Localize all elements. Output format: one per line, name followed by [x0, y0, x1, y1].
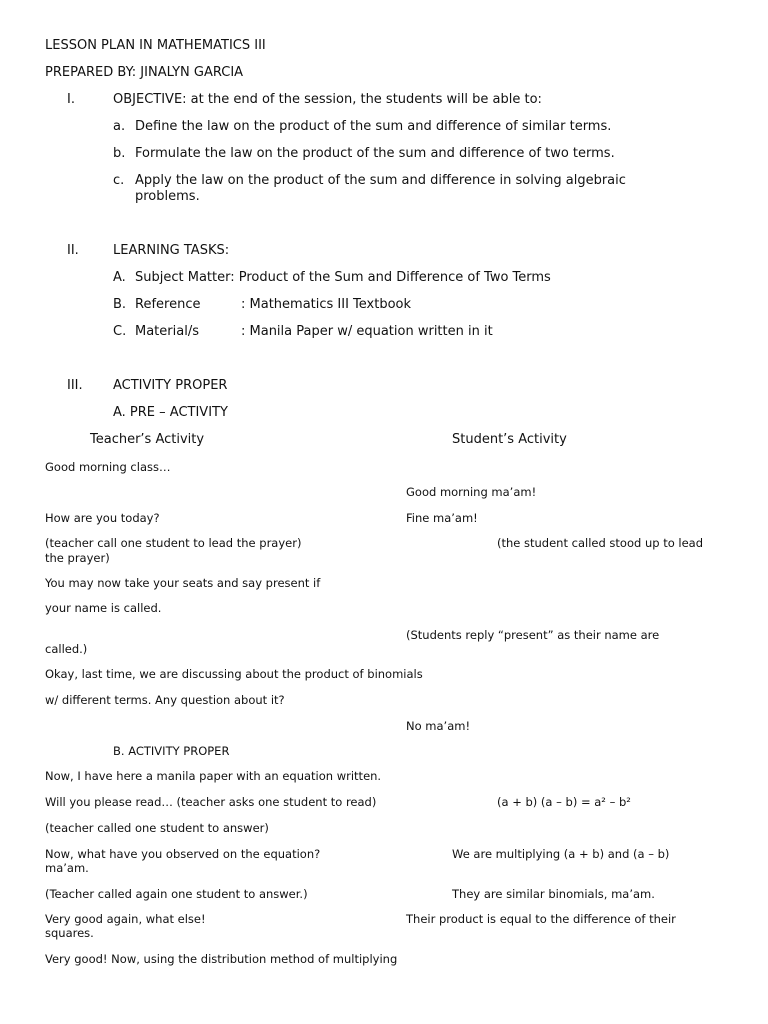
objective-marker-a: a.	[113, 119, 126, 134]
student-line: (the student called stood up to lead	[497, 536, 704, 550]
activity-proper-heading: ACTIVITY PROPER	[113, 378, 228, 393]
teacher-line: How are you today?	[45, 511, 160, 525]
teacher-line: (teacher called one student to answer)	[45, 821, 269, 835]
material-value: : Manila Paper w/ equation written in it	[241, 324, 493, 339]
teacher-line: w/ different terms. Any question about it?	[45, 693, 285, 707]
objective-item-b: Formulate the law on the product of the sum and difference of two terms.	[135, 146, 615, 161]
student-line: (Students reply “present” as their name are	[406, 628, 660, 642]
teacher-line: your name is called.	[45, 601, 162, 615]
teacher-line: Will you please read… (teacher asks one student to read)	[45, 795, 377, 809]
section-numeral-3: III.	[67, 378, 83, 393]
prepared-by: PREPARED BY: JINALYN GARCIA	[45, 65, 244, 80]
section-numeral-2: II.	[67, 243, 79, 258]
student-line: Good morning ma’am!	[406, 485, 537, 499]
teacher-line: (teacher call one student to lead the prayer)	[45, 536, 302, 550]
section-numeral-1: I.	[67, 92, 75, 107]
reference-label: Reference	[135, 297, 201, 312]
teacher-line: Good morning class…	[45, 460, 171, 474]
teacher-activity-heading: Teacher’s Activity	[90, 432, 205, 447]
student-line: Fine ma’am!	[406, 511, 478, 525]
teacher-line: Very good! Now, using the distribution method of multiplying	[45, 952, 398, 966]
student-line-continued: squares.	[45, 926, 94, 940]
task-marker-b: B.	[113, 297, 127, 312]
student-line-continued: ma’am.	[45, 861, 89, 875]
teacher-line-continued: the prayer)	[45, 551, 110, 565]
student-line: They are similar binomials, ma’am.	[452, 887, 655, 901]
reference-value: : Mathematics III Textbook	[241, 297, 412, 312]
student-line: Their product is equal to the difference of their	[406, 912, 676, 926]
objective-item-c: Apply the law on the product of the sum and difference in solving algebraic	[135, 173, 626, 188]
objective-marker-c: c.	[113, 173, 125, 188]
equation: (a + b) (a – b) = a² – b²	[497, 795, 631, 809]
material-label: Material/s	[135, 324, 199, 339]
teacher-line: You may now take your seats and say present if	[45, 576, 321, 590]
teacher-line: (Teacher called again one student to answer.)	[45, 887, 308, 901]
student-activity-heading: Student’s Activity	[452, 432, 567, 447]
objective-heading: OBJECTIVE: at the end of the session, the students will be able to:	[113, 92, 542, 107]
teacher-line: Okay, last time, we are discussing about the product of binomials	[45, 667, 423, 681]
objective-marker-b: b.	[113, 146, 126, 161]
teacher-line: Very good again, what else!	[45, 912, 206, 926]
objective-item-a: Define the law on the product of the sum and difference of similar terms.	[135, 119, 612, 134]
student-line: We are multiplying (a + b) and (a – b)	[452, 847, 670, 861]
learning-tasks-heading: LEARNING TASKS:	[113, 243, 230, 258]
student-line: No ma’am!	[406, 719, 471, 733]
document-title: LESSON PLAN IN MATHEMATICS III	[45, 38, 266, 53]
pre-activity-heading: A. PRE – ACTIVITY	[113, 405, 228, 420]
subject-matter: Subject Matter: Product of the Sum and Difference of Two Terms	[135, 270, 551, 285]
activity-proper-subheading: B. ACTIVITY PROPER	[113, 744, 230, 758]
objective-item-c-continued: problems.	[135, 189, 200, 204]
task-marker-a: A.	[113, 270, 126, 285]
teacher-line: Now, I have here a manila paper with an equation written.	[45, 769, 382, 783]
student-line-continued: called.)	[45, 642, 88, 656]
task-marker-c: C.	[113, 324, 127, 339]
teacher-line: Now, what have you observed on the equation?	[45, 847, 321, 861]
